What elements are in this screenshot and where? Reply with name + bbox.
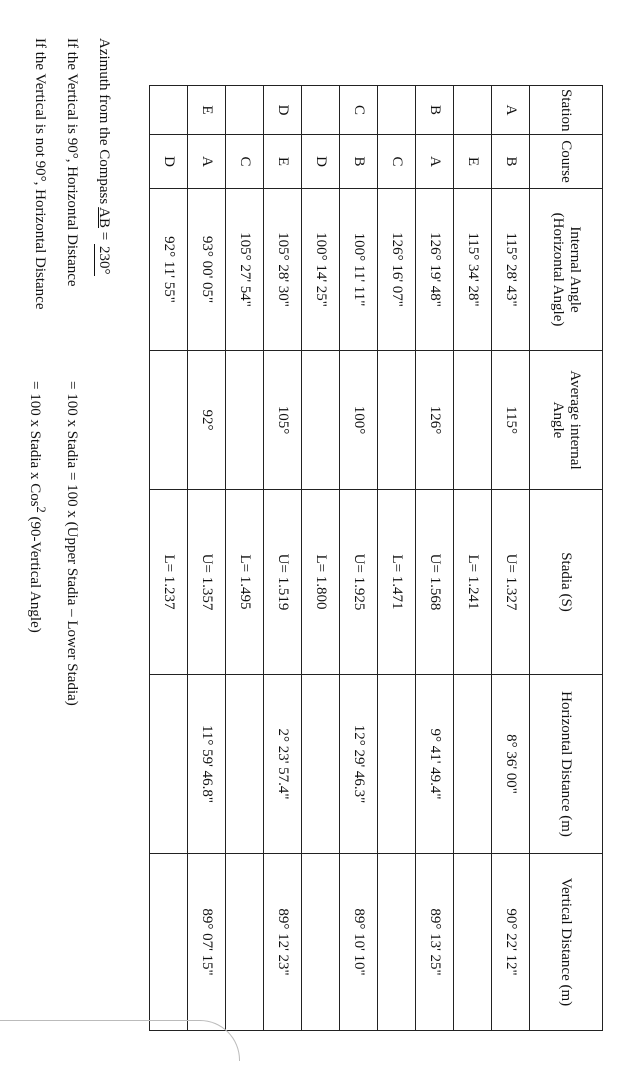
cell-course: A	[188, 135, 226, 189]
cell-average-angle	[226, 351, 264, 490]
cell-vertical-distance: 89° 10' 10"	[340, 854, 378, 1031]
cell-average-angle: 105°	[264, 351, 302, 490]
cell-stadia: U= 1.925	[340, 490, 378, 675]
cell-internal-angle: 115° 34' 28"	[454, 189, 492, 351]
formula-vertical-not-90	[27, 38, 48, 633]
azimuth-label: Azimuth from the Compass	[96, 38, 112, 205]
cell-horizontal-distance	[302, 675, 340, 854]
cell-station: A	[492, 86, 530, 135]
cell-horizontal-distance	[150, 675, 188, 854]
cell-vertical-distance	[454, 854, 492, 1031]
cell-station: D	[264, 86, 302, 135]
table-row	[302, 86, 340, 1031]
cell-average-angle: 100°	[340, 351, 378, 490]
survey-table	[149, 85, 603, 1031]
header-row	[530, 86, 603, 1031]
cell-average-angle: 115°	[492, 351, 530, 490]
cell-internal-angle: 92° 11' 55"	[150, 189, 188, 351]
azimuth-equals: =	[96, 231, 112, 241]
cell-stadia: U= 1.327	[492, 490, 530, 675]
cell-horizontal-distance	[226, 675, 264, 854]
page-corner-curl	[0, 1020, 240, 1061]
azimuth-note	[94, 38, 112, 276]
azimuth-value: 230°	[96, 245, 112, 275]
header-internal-angle: Internal Angle (Horizontal Angle)	[530, 189, 603, 351]
cell-station: E	[188, 86, 226, 135]
cell-horizontal-distance: 11° 59' 46.8"	[188, 675, 226, 854]
header-horizontal-distance: Horizontal Distance (m)	[530, 675, 603, 854]
cell-course: E	[454, 135, 492, 189]
table-body	[150, 86, 530, 1031]
cell-vertical-distance	[150, 854, 188, 1031]
cell-station	[378, 86, 416, 135]
cell-vertical-distance: 90° 22' 12"	[492, 854, 530, 1031]
cell-horizontal-distance: 12° 29' 46.3"	[340, 675, 378, 854]
cell-average-angle: 126°	[416, 351, 454, 490]
cell-course: D	[150, 135, 188, 189]
cell-stadia: U= 1.519	[264, 490, 302, 675]
formula-vertical-90-condition: If the Vertical is 90°, Horizontal Distance	[64, 38, 80, 287]
formula-vertical-not-90-expression	[26, 381, 48, 633]
header-station: Station	[530, 86, 603, 135]
table-row	[264, 86, 302, 1031]
cell-course: A	[416, 135, 454, 189]
cell-horizontal-distance: 8° 36' 00"	[492, 675, 530, 854]
cell-average-angle	[302, 351, 340, 490]
formula-vertical-90	[63, 38, 80, 706]
cell-vertical-distance: 89° 12' 23"	[264, 854, 302, 1031]
formula-vertical-90-expression: = 100 x Stadia = 100 x (Upper Stadia – Lower Stadia)	[64, 381, 80, 706]
table-row	[226, 86, 264, 1031]
cell-course: D	[302, 135, 340, 189]
cell-stadia: L= 1.471	[378, 490, 416, 675]
cell-internal-angle: 115° 28' 43"	[492, 189, 530, 351]
table-row	[340, 86, 378, 1031]
formula-vertical-not-90-condition: If the Vertical is not 90°, Horizontal Distance	[32, 38, 48, 310]
header-vertical-distance: Vertical Distance (m)	[530, 854, 603, 1031]
cell-station	[226, 86, 264, 135]
cell-horizontal-distance	[454, 675, 492, 854]
formula-angle-part: (90-Vertical Angle)	[27, 512, 43, 633]
cell-stadia: U= 1.357	[188, 490, 226, 675]
cell-station	[454, 86, 492, 135]
cell-stadia: L= 1.495	[226, 490, 264, 675]
cell-internal-angle: 126° 19' 48"	[416, 189, 454, 351]
cell-station	[302, 86, 340, 135]
cell-vertical-distance	[226, 854, 264, 1031]
table-row	[492, 86, 530, 1031]
cell-stadia: L= 1.800	[302, 490, 340, 675]
cell-stadia: U= 1.568	[416, 490, 454, 675]
cell-average-angle	[150, 351, 188, 490]
azimuth-course: AB	[96, 207, 112, 229]
cell-station: C	[340, 86, 378, 135]
table-row	[454, 86, 492, 1031]
cell-stadia: L= 1.241	[454, 490, 492, 675]
cell-station: B	[416, 86, 454, 135]
cell-course: B	[340, 135, 378, 189]
header-stadia: Stadia (S)	[530, 490, 603, 675]
cell-internal-angle: 105° 28' 30"	[264, 189, 302, 351]
cell-stadia: L= 1.237	[150, 490, 188, 675]
table-row	[416, 86, 454, 1031]
cell-course: C	[378, 135, 416, 189]
cell-horizontal-distance: 9° 41' 49.4"	[416, 675, 454, 854]
header-average-angle: Average internal Angle	[530, 351, 603, 490]
cell-vertical-distance: 89° 13' 25"	[416, 854, 454, 1031]
cell-internal-angle: 93° 00' 05"	[188, 189, 226, 351]
cell-course: C	[226, 135, 264, 189]
cell-vertical-distance: 89° 07' 15"	[188, 854, 226, 1031]
table-row	[150, 86, 188, 1031]
cell-vertical-distance	[302, 854, 340, 1031]
table-row	[188, 86, 226, 1031]
cell-average-angle	[454, 351, 492, 490]
table-row	[378, 86, 416, 1031]
cell-average-angle	[378, 351, 416, 490]
cell-horizontal-distance: 2° 23' 57.4"	[264, 675, 302, 854]
cell-horizontal-distance	[378, 675, 416, 854]
cell-average-angle: 92°	[188, 351, 226, 490]
header-course: Course	[530, 135, 603, 189]
cell-internal-angle: 126° 16' 07"	[378, 189, 416, 351]
formula-cos-part: = 100 x Stadia x Cos	[27, 381, 43, 507]
cell-internal-angle: 100° 14' 25"	[302, 189, 340, 351]
cell-vertical-distance	[378, 854, 416, 1031]
cell-station	[150, 86, 188, 135]
cell-course: B	[492, 135, 530, 189]
cell-course: E	[264, 135, 302, 189]
cell-internal-angle: 100° 11' 11"	[340, 189, 378, 351]
cell-internal-angle: 105° 27' 54"	[226, 189, 264, 351]
formula-exponent: 2	[34, 506, 48, 513]
